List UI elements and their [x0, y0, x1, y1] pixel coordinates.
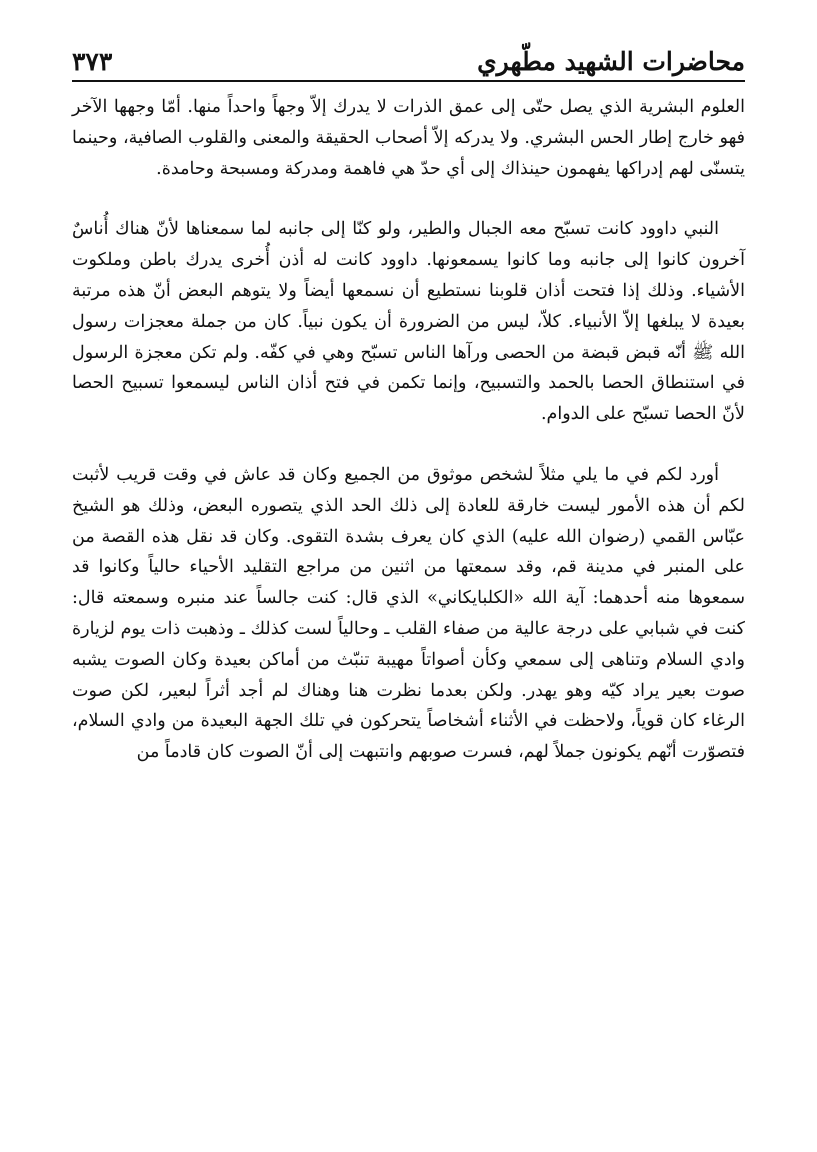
book-title: محاضرات الشهيد مطّهري: [477, 47, 745, 76]
paragraph-continuation: العلوم البشرية الذي يصل حتّى إلى عمق الذرات لا يدرك إلاّ وجهاً واحداً منها. أمّا وجهها الآخر فهو خارج إطار الحس البشري. ولا يدركه إلاّ أصحاب الحقيقة والمعنى والقلوب الصافية، وحينما يتسنّى لهم إدراكها يفهمون حينذاك إلى أي حدّ هي فاهمة ومدركة ومسبحة وحامدة.: [72, 97, 745, 179]
page-number: ٣٧٣: [72, 47, 113, 76]
running-header: [72, 30, 745, 74]
header-rule: [72, 80, 745, 82]
paragraph-sheikh-abbas-story: أورد لكم في ما يلي مثلاً لشخص موثوق من الجميع وكان قد عاش في وقت قريب لأثبت لكم أن هذه الأمور ليست خارقة للعادة إلى ذلك الحد الذي يتصوره البعض، وذلك هو الشيخ عبّاس القمي (رضوان الله عليه) الذي كان يعرف بشدة التقوى. وكان قد نقل هذه القصة من على المنبر في مدينة قم، وقد سمعتها من اثنين من مراجع التقليد الأحياء حالياً وكانوا قد سمعوها منه أحدهما: آية الله «الكلبايكاني» الذي قال: كنت جالساً عند منبره وسمعته قال: كنت في شبابي على درجة عالية من صفاء القلب ـ وحالياً لست كذلك ـ وذهبت ذات يوم لزيارة وادي السلام وتناهى إلى سمعي وكأن أصواتاً مهيبة تنبّث من أماكن بعيدة وكان الصوت يشبه صوت بعير يراد كيّه وهو يهدر. ولكن بعدما نظرت هنا وهناك لم أجد أثراً لبعير، لكن صوت الرغاء كان قوياً، ولاحظت في الأثناء أشخاصاً يتحركون في تلك الجهة البعيدة من وادي السلام، فتصوّرت أنّهم يكونون جملاً لهم، فسرت صوبهم وانتبهت إلى أنّ الصوت كان قادماً من: [72, 464, 745, 763]
paragraph-prophet-dawood: النبي داوود كانت تسبّح معه الجبال والطير، ولو كنّا إلى جانبه لما سمعناها لأنّ هناك أُناسٌ آخرون كانوا إلى جانبه وما كانوا يسمعونها. داوود كانت له أذن أُخرى يدرك باطن وملكوت الأشياء. وذلك إذا فتحت أذان قلوبنا نستطيع أن نسمعها أيضاً ولا يتوهم البعض أنّ هذه مرتبة بعيدة لا يبلغها إلاّ الأنبياء. كلاّ، ليس من الضرورة أن يكون نبياً. كان من جملة معجزات رسول الله ﷺ أنّه قبض قبضة من الحصى ورآها الناس تسبّح وهي في كفّه. ولم تكن معجزة الرسول في استنطاق الحصا بالحمد والتسبيح، وإنما تكمن في فتح أذان الناس ليسمعوا تسبيح الحصا لأنّ الحصا تسبّح على الدوام.: [72, 219, 745, 425]
body-text: [72, 92, 745, 768]
